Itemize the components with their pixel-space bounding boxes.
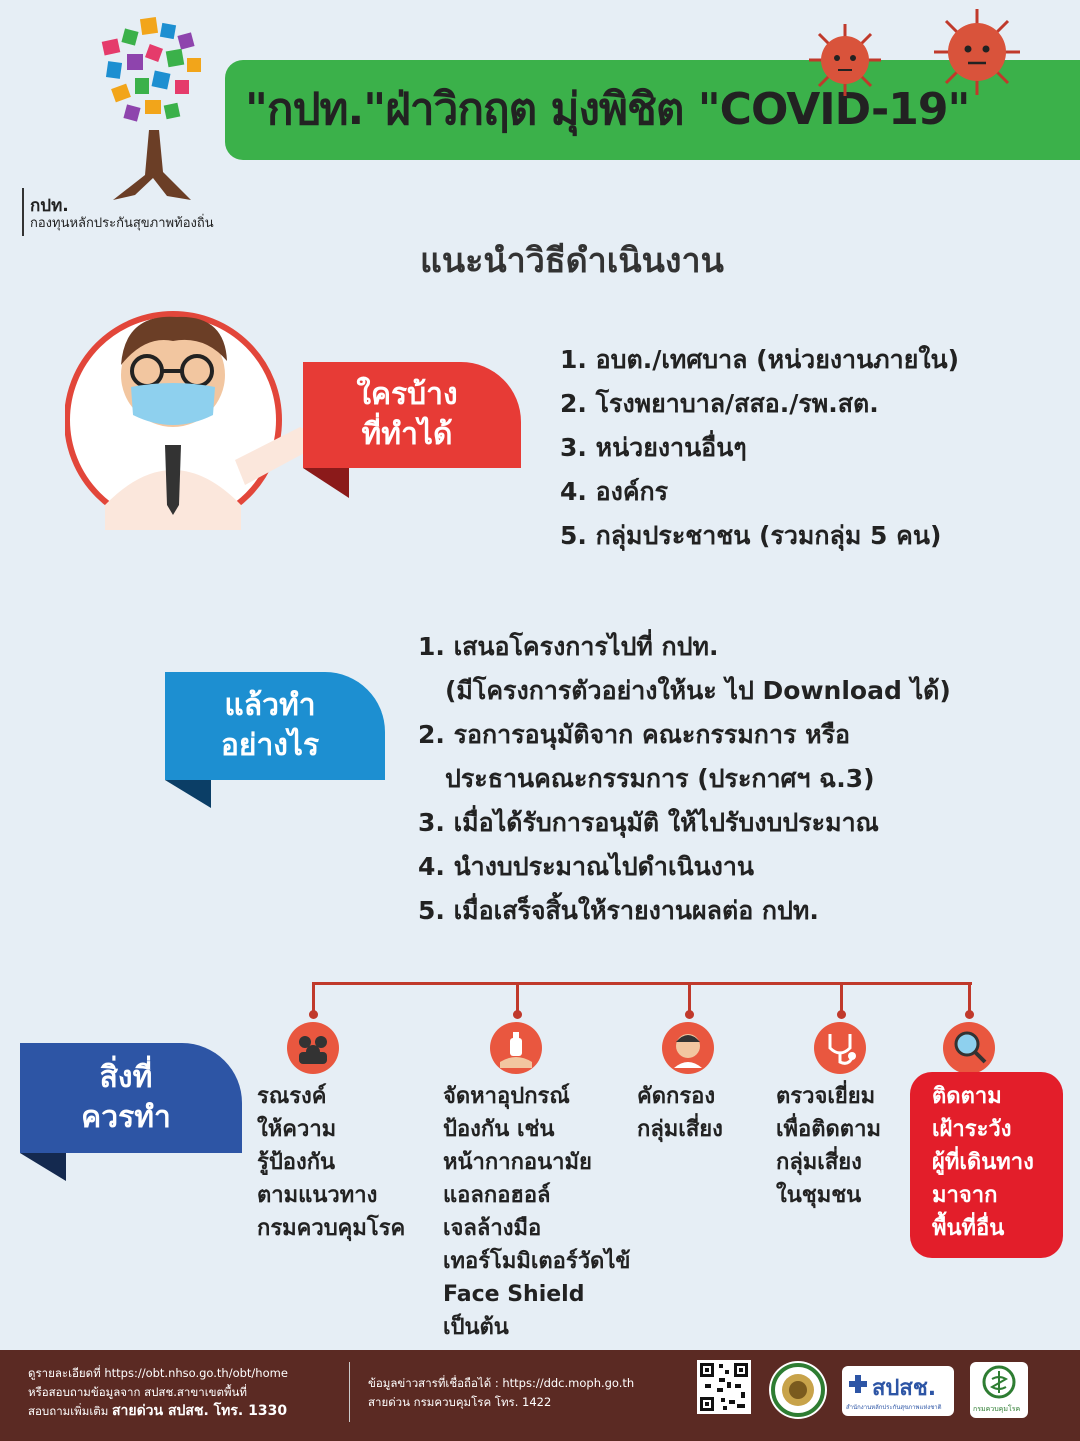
action-line: ติดตาม: [932, 1084, 1002, 1109]
action-line: คัดกรอง: [637, 1084, 716, 1109]
tag-fold: [165, 780, 211, 808]
ddc-subtitle: กรมควบคุมโรค: [973, 1405, 1021, 1413]
action-line: มาจาก: [932, 1183, 998, 1208]
list-item: 2. รอการอนุมัติจาก คณะกรรมการ หรือ: [418, 720, 851, 749]
government-seal-icon: [768, 1360, 828, 1420]
coughing-person-icon: [662, 1022, 714, 1074]
action-equipment-text: [443, 1080, 630, 1344]
list-item: 4. นำงบประมาณไปดำเนินงาน: [418, 852, 755, 881]
action-line: กลุ่มเสี่ยง: [637, 1117, 723, 1142]
logo-abbreviation: กปท.: [30, 196, 69, 216]
action-line: กลุ่มเสี่ยง: [776, 1150, 862, 1175]
action-line: Face Shield: [443, 1282, 585, 1307]
page-title: "กปท."ฝ่าวิกฤต มุ่งพิชิต "COVID-19": [245, 84, 970, 135]
connector-line: [312, 982, 972, 985]
magnifier-search-icon: [943, 1022, 995, 1074]
footer-right-info: [368, 1374, 634, 1412]
action-line: กรมควบคุมโรค: [257, 1216, 406, 1241]
action-line: ตรวจเยี่ยม: [776, 1084, 876, 1109]
who-tag-line2: ที่ทำได้: [361, 417, 453, 452]
action-line: รณรงค์: [257, 1084, 327, 1109]
should-tag-line1: สิ่งที่: [99, 1060, 153, 1095]
stethoscope-icon: [814, 1022, 866, 1074]
action-line: เจลล้างมือ: [443, 1216, 542, 1241]
how-to-do-tag: [165, 672, 385, 780]
action-line: รู้ป้องกัน: [257, 1150, 336, 1175]
tree-logo-icon: [95, 10, 215, 200]
connector-dot: [965, 1010, 974, 1019]
action-campaign-text: [257, 1080, 405, 1245]
footer-left-info: [28, 1364, 288, 1421]
list-item: 1. อบต./เทศบาล (หน่วยงานภายใน): [560, 345, 960, 374]
qr-code-icon[interactable]: [697, 1360, 751, 1414]
action-line: ตามแนวทาง: [257, 1183, 378, 1208]
who-list: [560, 338, 959, 558]
logo-divider: [22, 188, 24, 236]
list-item: 5. เมื่อเสร็จสิ้นให้รายงานผลต่อ กปท.: [418, 896, 819, 925]
medical-cross-icon: [848, 1374, 868, 1394]
should-do-tag: [20, 1043, 242, 1153]
action-line: เฝ้าระวัง: [932, 1117, 1012, 1142]
action-line: จัดหาอุปกรณ์: [443, 1084, 570, 1109]
section-subtitle: แนะนำวิธีดำเนินงาน: [420, 241, 724, 281]
nhso-subtitle: สำนักงานหลักประกันสุขภาพแห่งชาติ: [846, 1404, 942, 1411]
how-list: [418, 625, 951, 933]
footer-hotline: สายด่วน สปสช. โทร. 1330: [111, 1403, 288, 1419]
who-tag-line1: ใครบ้าง: [356, 377, 458, 412]
connector-dot: [513, 1010, 522, 1019]
action-screening-text: [637, 1080, 723, 1146]
action-line: พื้นที่อื่น: [932, 1216, 1005, 1241]
list-item: 1. เสนอโครงการไปที่ กปท.: [418, 632, 719, 661]
action-line: หน้ากากอนามัย: [443, 1150, 592, 1175]
connector-dot: [685, 1010, 694, 1019]
logo-full-name: กองทุนหลักประกันสุขภาพท้องถิ่น: [30, 216, 214, 231]
footer-line: ข้อมูลข่าวสารที่เชื่อถือได้ : https://ddc.moph.go.th: [368, 1376, 635, 1390]
footer-line: [28, 1402, 288, 1421]
ddc-emblem-icon: [982, 1365, 1016, 1399]
connector-dot: [309, 1010, 318, 1019]
action-line: ผู้ที่เดินทาง: [932, 1150, 1034, 1175]
masked-presenter-illustration: [65, 295, 325, 545]
action-line: เพื่อติดตาม: [776, 1117, 881, 1142]
tag-fold: [303, 468, 349, 498]
nhso-label: สปสช.: [872, 1376, 937, 1401]
action-line: ให้ความ: [257, 1117, 337, 1142]
tag-fold: [20, 1153, 66, 1181]
hand-sanitizer-icon: [490, 1022, 542, 1074]
should-tag-line2: ควรทำ: [81, 1100, 171, 1135]
how-tag-line1: แล้วทำ: [224, 688, 316, 723]
action-line: ในชุมชน: [776, 1183, 862, 1208]
footer-divider: [349, 1362, 350, 1422]
list-item: 4. องค์กร: [560, 477, 669, 506]
list-item: 5. กลุ่มประชาชน (รวมกลุ่ม 5 คน): [560, 521, 942, 550]
list-item: ประธานคณะกรรมการ (ประกาศฯ ฉ.3): [445, 764, 875, 793]
footer-hotline-prefix: สอบถามเพิ่มเติม: [28, 1404, 109, 1418]
connector-dot: [837, 1010, 846, 1019]
nhso-logo: [842, 1366, 954, 1416]
list-item: 3. หน่วยงานอื่นๆ: [560, 433, 747, 462]
ddc-logo: [970, 1362, 1028, 1418]
virus-crowd-icon: [287, 1022, 339, 1074]
list-item: (มีโครงการตัวอย่างให้นะ ไป Download ได้): [445, 676, 951, 705]
action-line: เทอร์โมมิเตอร์วัดไข้: [443, 1249, 631, 1274]
footer-line: สายด่วน กรมควบคุมโรค โทร. 1422: [368, 1395, 552, 1409]
action-visit-text: [776, 1080, 881, 1212]
list-item: 3. เมื่อได้รับการอนุมัติ ให้ไปรับงบประมาณ: [418, 808, 879, 837]
who-can-do-tag: [303, 362, 521, 468]
virus-mascot-icon: [930, 5, 1025, 100]
action-line: เป็นต้น: [443, 1315, 509, 1340]
action-line: ป้องกัน เช่น: [443, 1117, 555, 1142]
how-tag-line2: อย่างไร: [220, 728, 320, 763]
action-line: แอลกอฮอล์: [443, 1183, 551, 1208]
footer-line: ดูรายละเอียดที่ https://obt.nhso.go.th/obt/home: [28, 1366, 288, 1380]
virus-mascot-icon: [805, 20, 885, 100]
action-monitor-text: [932, 1080, 1034, 1245]
footer-line: หรือสอบถามข้อมูลจาก สปสช.สาขาเขตพื้นที่: [28, 1385, 247, 1399]
list-item: 2. โรงพยาบาล/สสอ./รพ.สต.: [560, 389, 879, 418]
